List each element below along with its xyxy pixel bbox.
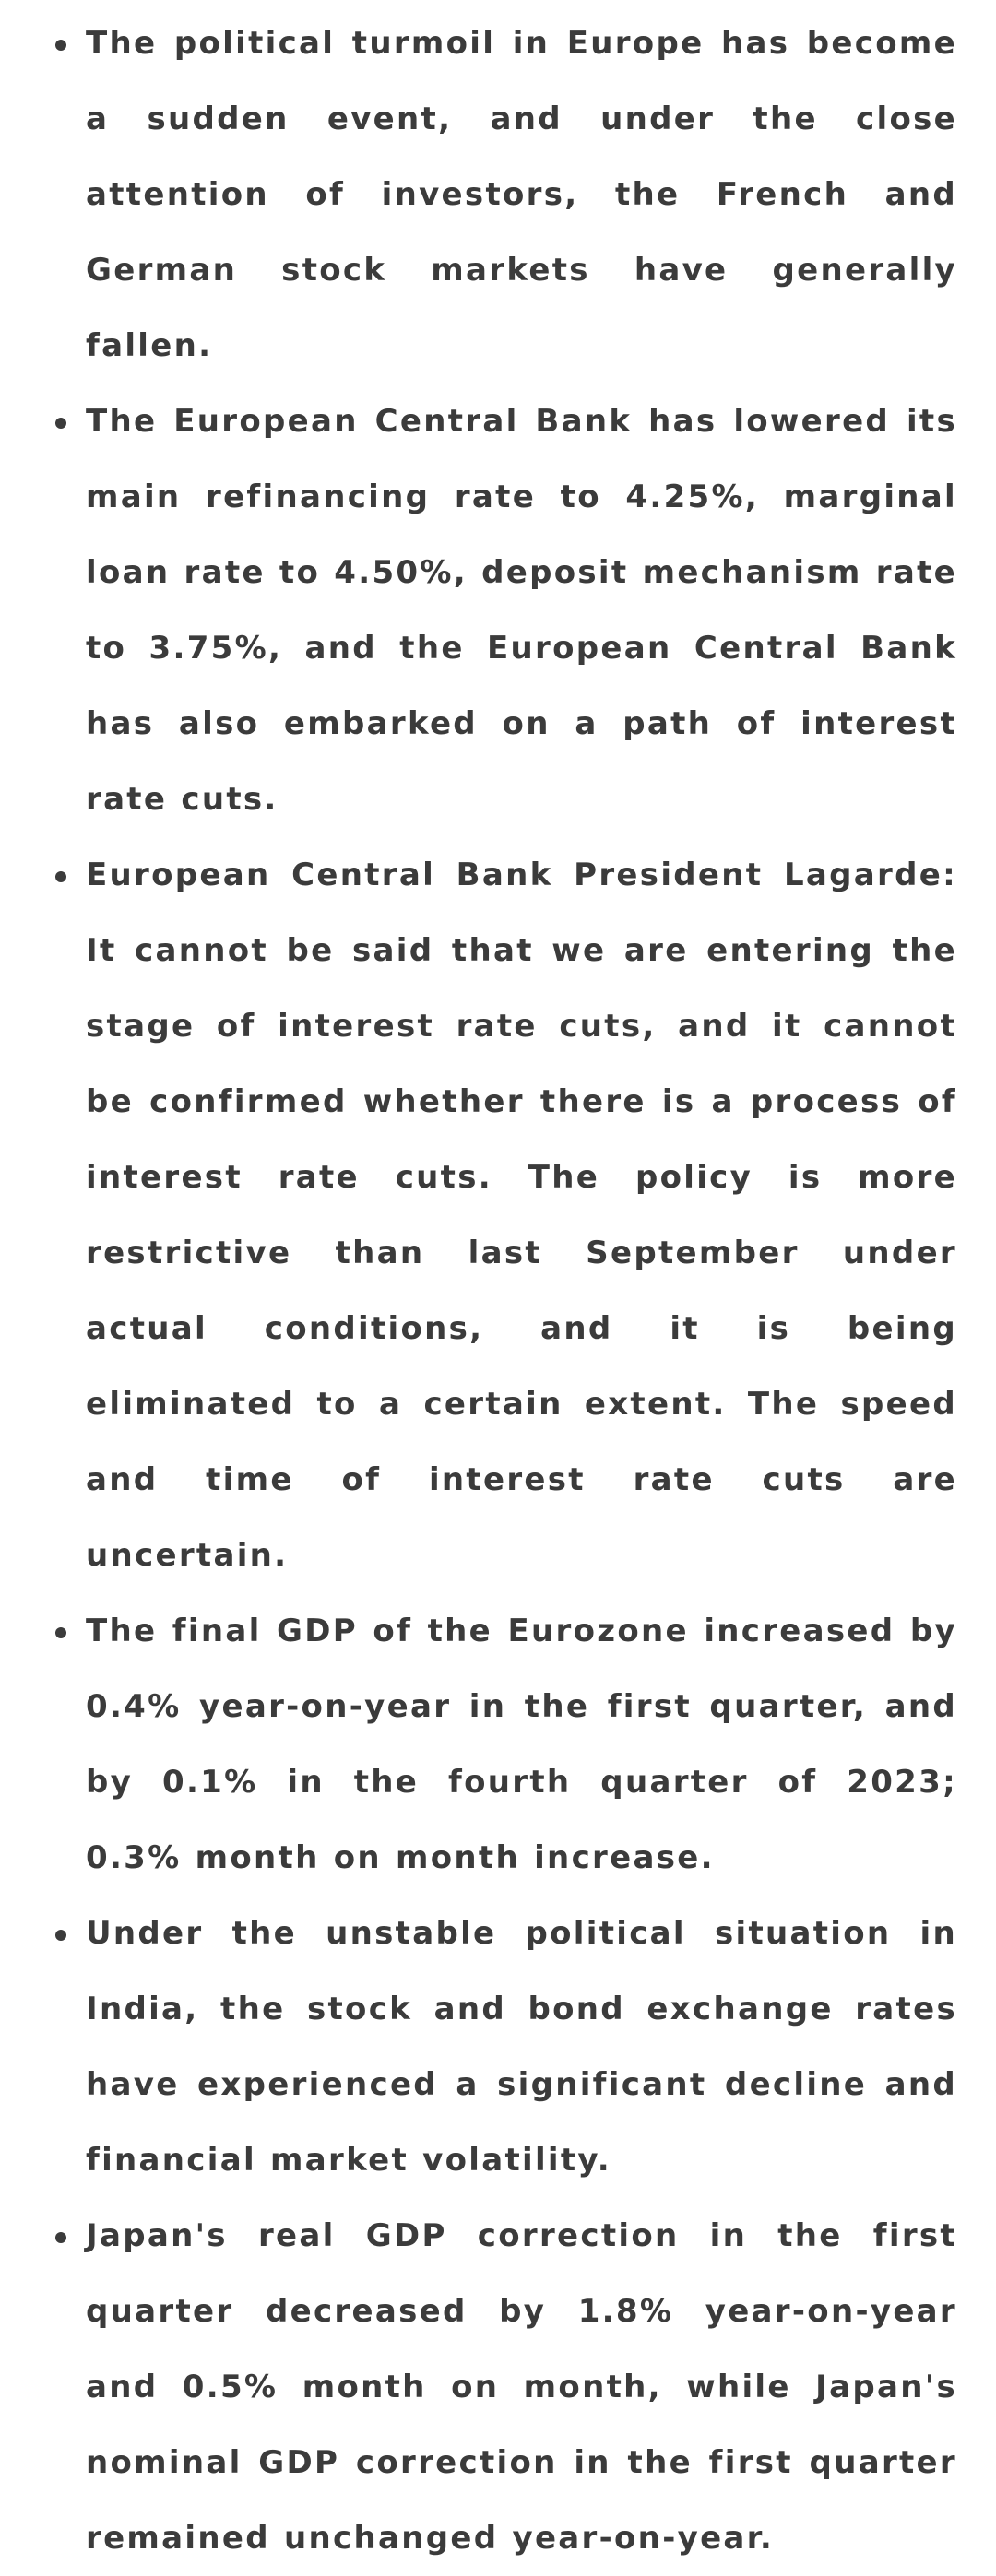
bullet-list — [52, 6, 957, 2576]
bullet-europe-political-turmoil: The political turmoil in Europe has become a sudden event, and under the close attention of investors, the French and German stock markets have generally fallen. — [52, 6, 957, 384]
bullet-eurozone-gdp: The final GDP of the Eurozone increased by 0.4% year-on-year in the first quarter, and by 0.1% in the fourth quarter of 2023; 0.3% month on month increase. — [52, 1593, 957, 1896]
bullet-ecb-rate-cut: The European Central Bank has lowered its main refinancing rate to 4.25%, marginal loan rate to 4.50%, deposit mechanism rate to 3.75%, and the European Central Bank has also embarked on a path of interest rate cuts. — [52, 384, 957, 837]
bullet-lagarde-statement: European Central Bank President Lagarde: It cannot be said that we are entering the stage of interest rate cuts, and it cannot be confirmed whether there is a process of interest rate cuts. The policy is more restrictive than last September under actual conditions, and it is being eliminated to a certain extent. The speed and time of interest rate cuts are uncertain. — [52, 837, 957, 1593]
bullet-india-markets: Under the unstable political situation in India, the stock and bond exchange rates have experienced a significant decline and financial market volatility. — [52, 1896, 957, 2198]
bullet-japan-gdp: Japan's real GDP correction in the first quarter decreased by 1.8% year-on-year and 0.5% month on month, while Japan's nominal GDP correction in the first quarter remained unchanged year-on-year. — [52, 2198, 957, 2576]
